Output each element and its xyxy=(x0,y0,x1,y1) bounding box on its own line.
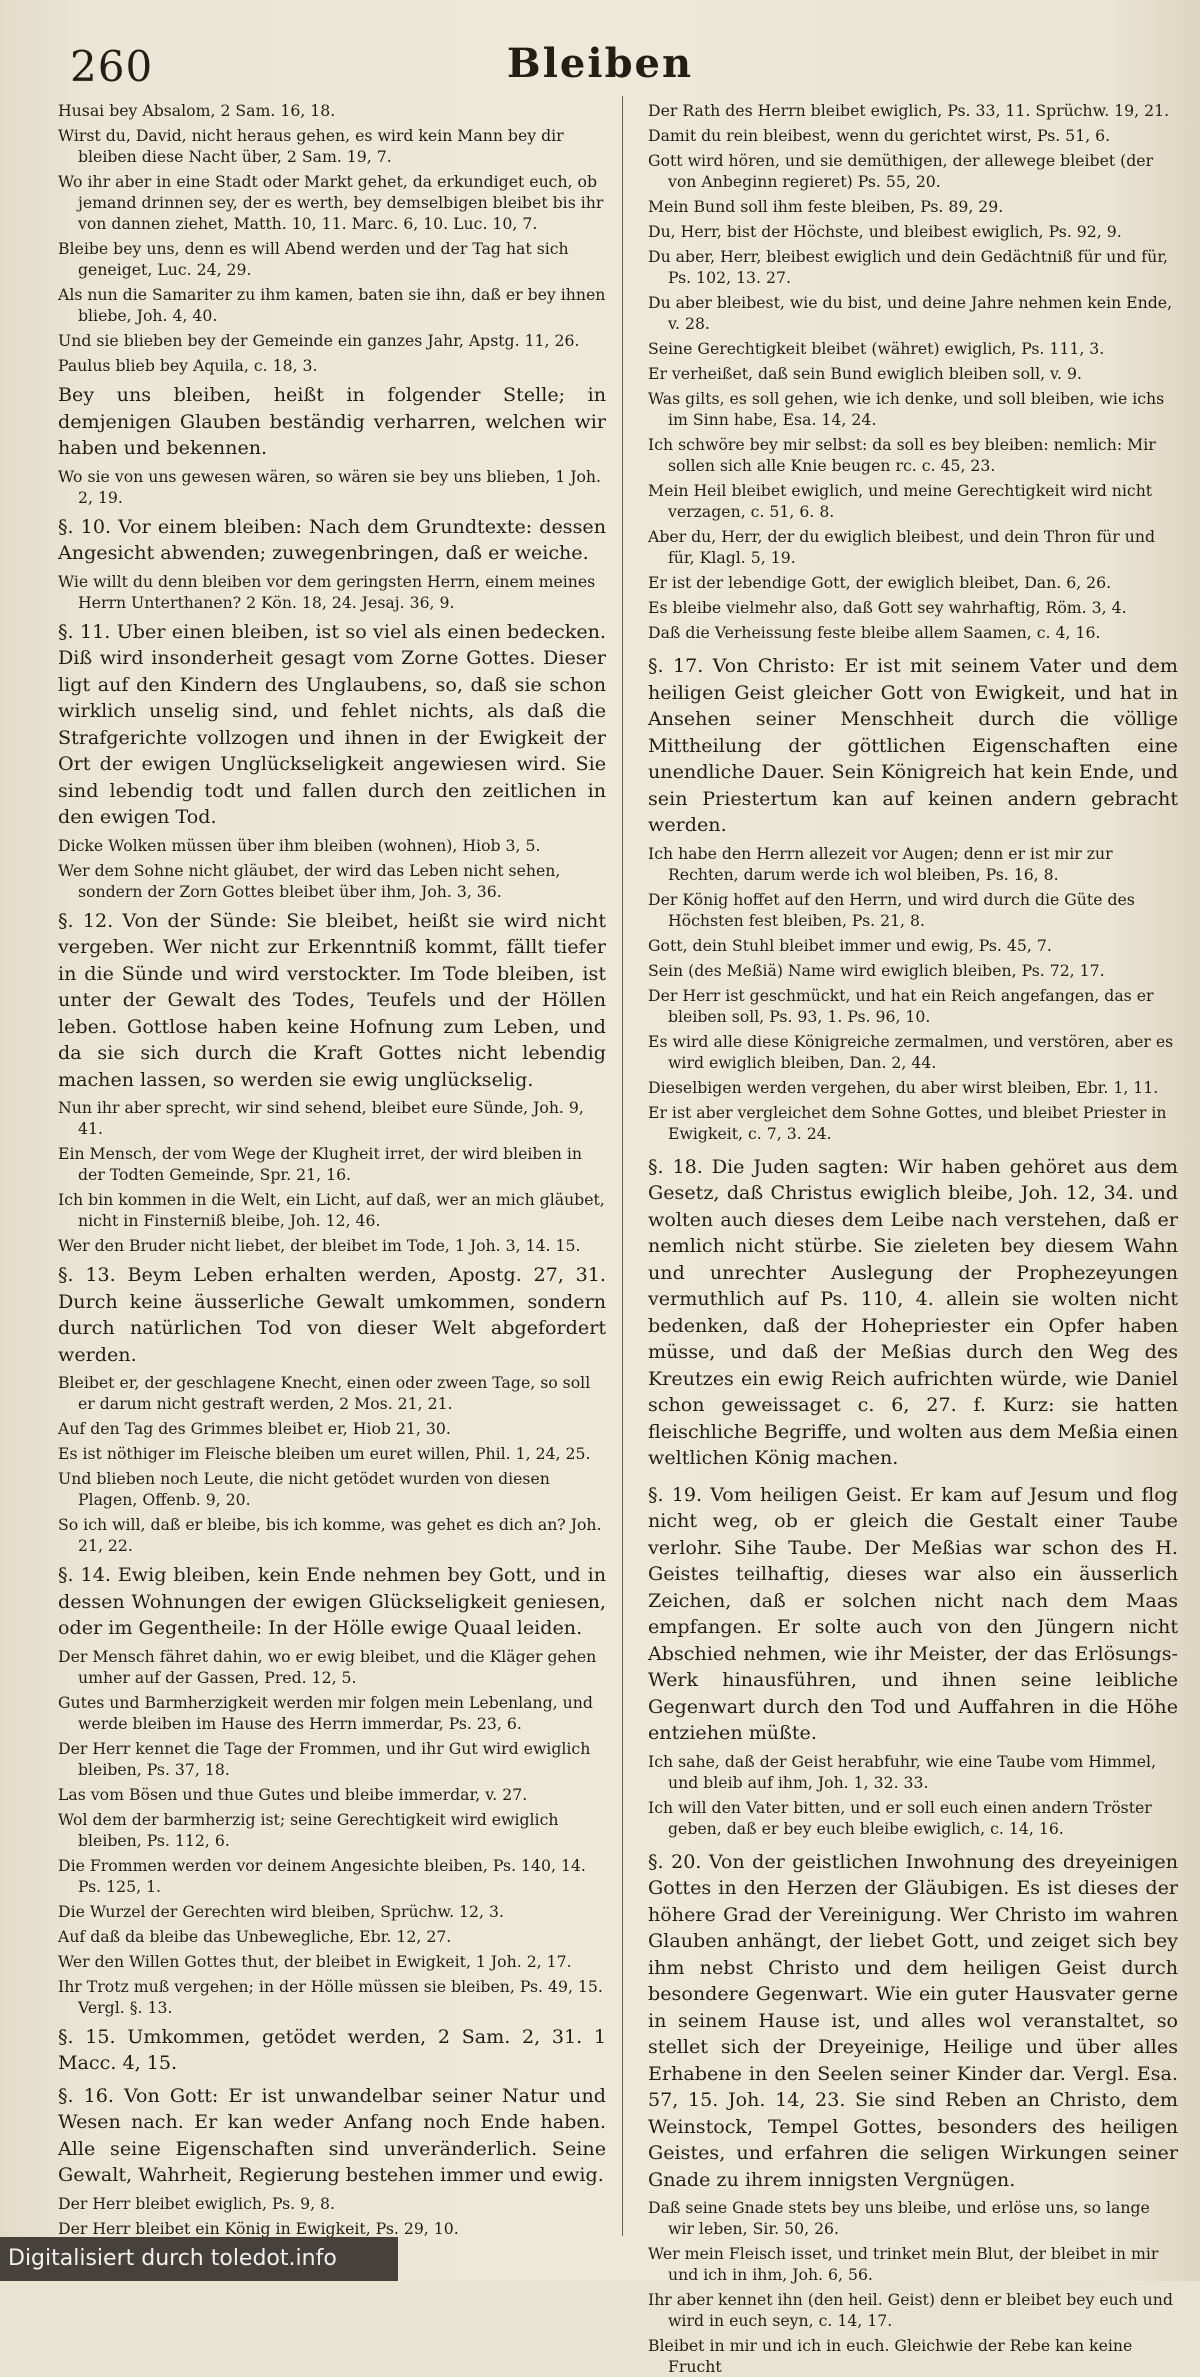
bible-citation: Du aber, Herr, bleibest ewiglich und dein Gedächtniß für und für, Ps. 102, 13. 27. xyxy=(648,247,1168,287)
bible-citation: Daß seine Gnade stets bey uns bleibe, und erlöse uns, so lange wir leben, Sir. 50, 26. xyxy=(648,2198,1150,2238)
bible-citation: Bleibet in mir und ich in euch. Gleichwie der Rebe kan keine Frucht xyxy=(648,2336,1133,2376)
bible-citation: Husai bey Absalom, 2 Sam. 16, 18. xyxy=(58,101,336,120)
right-column xyxy=(648,100,1178,2376)
bible-citation: Es wird alle diese Königreiche zermalmen, und verstören, aber es wird ewiglich bleiben, Dan. 2, 44. xyxy=(648,1031,1174,1072)
bible-citation: Du aber bleibest, wie du bist, und deine Jahre nehmen kein Ende, v. 28. xyxy=(648,293,1173,333)
section-paragraph: §. 14. Ewig bleiben, kein Ende nehmen bey Gott, und in dessen Wohnungen der ewigen Glückseligkeit geniesen, oder im Gegentheile: In der Hölle ewige Quaal leiden. xyxy=(58,1563,606,1639)
bible-citation: Damit du rein bleibest, wenn du gerichtet wirst, Ps. 51, 6. xyxy=(648,126,1111,145)
bible-citation: Wol dem der barmherzig ist; seine Gerechtigkeit wird ewiglich bleiben, Ps. 112, 6. xyxy=(58,1809,559,1850)
bible-citation: Und sie blieben bey der Gemeinde ein ganzes Jahr, Apstg. 11, 26. xyxy=(58,331,580,350)
section-paragraph: §. 20. Von der geistlichen Inwohnung des dreyeinigen Gottes in den Herzen der Gläubigen. Es ist dieses der höhere Grad der Vereinigung. Wer Christo im wahren Glauben anhängt, der liebet Gott, und zeiget sich bey ihm nebst Christo und dem heiligen Geist durch besondere Gegenwart. Wie ein guter Hausvater gerne in seinem Hause ist, und alles wol veranstaltet, so stellet sich der Dreyeinige, Heilige und über alles Erhabene in den Seelen seiner Kinder dar. Vergl. Esa. 57, 15. Joh. 14, 23. Sie sind Reben an Christo, dem Weinstock, Tempel Gottes, besonders des heiligen Geistes, und erfahren die seligen Wirkungen seiner Gnade zu ihrem innigsten Vergnügen. xyxy=(648,1849,1178,2191)
bible-citation: Und blieben noch Leute, die nicht getödet wurden von diesen Plagen, Offenb. 9, 20. xyxy=(58,1469,550,1509)
bible-citation: Auf den Tag des Grimmes bleibet er, Hiob 21, 30. xyxy=(58,1419,451,1438)
bible-citation: Paulus blieb bey Aquila, c. 18, 3. xyxy=(58,356,318,375)
bible-citation: Er ist der lebendige Gott, der ewiglich bleibet, Dan. 6, 26. xyxy=(648,573,1112,592)
bible-citation: Bleibe bey uns, denn es will Abend werden und der Tag hat sich geneiget, Luc. 24, 29. xyxy=(58,239,569,279)
section-paragraph: §. 19. Vom heiligen Geist. Er kam auf Jesum und flog nicht weg, ob er gleich die Gestalt einer Taube verlohr. Sihe Taube. Der Meßias war schon des H. Geistes teilhaftig, dieses war also ein äusserlich Zeichen, daß er solchen nicht nach dem Maas empfangen. Er solte auch von den Jüngern nicht Abschied nehmen, wie ihr Meister, der das Erlösungs-Werk hinausführen, und ihnen seine leibliche Gegenwart durch den Tod und Auffahren in die Höhe entziehen müßte. xyxy=(648,1482,1178,1744)
bible-citation: Ich bin kommen in die Welt, ein Licht, auf daß, wer an mich gläubet, nicht in Finsterniß bleibe, Joh. 12, 46. xyxy=(58,1190,605,1230)
digitization-credit: Digitalisiert durch toledot.info xyxy=(0,2237,398,2281)
bible-citation: Die Wurzel der Gerechten wird bleiben, Sprüchw. 12, 3. xyxy=(58,1901,504,1921)
page-title: Bleiben xyxy=(506,40,694,87)
column-divider xyxy=(622,96,623,2236)
section-paragraph: §. 18. Die Juden sagten: Wir haben gehöret aus dem Gesetz, daß Christus ewiglich bleibe, Joh. 12, 34. und wolten auch dieses dem Leibe nach verstehen, daß er nemlich nicht stürbe. Sie zieleten bey diesem Wahn und unrechter Auslegung der Prophezeyungen vermuthlich auf Ps. 110, 4. allein sie wolten nicht bedenken, daß der Hohepriester ein Opfer haben müsse, und daß der Meßias durch den Weg des Kreutzes ein ewig Reich aufrichten würde, wie Daniel schon geweissaget c. 6, 27. f. Kurz: sie hatten fleischliche Begriffe, und wolten aus dem Meßia einen weltlichen König machen. xyxy=(648,1154,1178,1469)
bible-citation: Ihr Trotz muß vergehen; in der Hölle müssen sie bleiben, Ps. 49, 15. Vergl. §. 13. xyxy=(58,1976,603,2017)
bible-citation: Wirst du, David, nicht heraus gehen, es wird kein Mann bey dir bleiben diese Nacht über, 2 Sam. 19, 7. xyxy=(58,126,564,166)
bible-citation: Gott wird hören, und sie demüthigen, der allewege bleibet (der von Anbeginn regieret) Ps. 55, 20. xyxy=(648,151,1154,191)
bible-citation: Mein Heil bleibet ewiglich, und meine Gerechtigkeit wird nicht verzagen, c. 51, 6. 8. xyxy=(648,481,1153,521)
bible-citation: Aber du, Herr, der du ewiglich bleibest, und dein Thron für und für, Klagl. 5, 19. xyxy=(648,527,1156,567)
bible-citation: Wo sie von uns gewesen wären, so wären sie bey uns blieben, 1 Joh. 2, 19. xyxy=(58,466,602,507)
bible-citation: Der Mensch fähret dahin, wo er ewig bleibet, und die Kläger gehen umher auf der Gassen, Pred. 12, 5. xyxy=(58,1646,597,1687)
bible-citation: Der Herr kennet die Tage der Frommen, und ihr Gut wird ewiglich bleiben, Ps. 37, 18. xyxy=(58,1738,591,1779)
bible-citation: Was gilts, es soll gehen, wie ich denke, und soll bleiben, wie ichs im Sinn habe, Esa. 14, 24. xyxy=(648,389,1165,429)
bible-citation: Las vom Bösen und thue Gutes und bleibe immerdar, v. 27. xyxy=(58,1784,528,1804)
bible-citation: Die Frommen werden vor deinem Angesichte bleiben, Ps. 140, 14. Ps. 125, 1. xyxy=(58,1855,586,1896)
section-paragraph: §. 11. Uber einen bleiben, ist so viel als einen bedecken. Diß wird insonderheit gesagt vom Zorne Gottes. Dieser ligt auf den Kindern des Unglaubens, so, daß sie schon wirklich unselig sind, und fehlet nichts, als daß die Strafgerichte vollzogen und ihnen in der Ewigkeit der Ort der ewigen Unglückseligkeit angewiesen wird. Sie sind lebendig todt und fallen durch den zeitlichen in den ewigen Tod. xyxy=(58,619,606,828)
bible-citation: Mein Bund soll ihm feste bleiben, Ps. 89, 29. xyxy=(648,197,1004,216)
section-paragraph: §. 17. Von Christo: Er ist mit seinem Vater und dem heiligen Geist gleicher Gott von Ewigkeit, und hat in Ansehen seiner Menschheit durch die völlige Mittheilung der göttlichen Eigenschaften eine unendliche Dauer. Sein Königreich hat kein Ende, und sein Priestertum kan auf keinen andern gebracht werden. xyxy=(648,654,1178,836)
section-paragraph: Bey uns bleiben, heißt in folgender Stelle; in demjenigen Glauben beständig verharren, welchen wir haben und bekennen. xyxy=(58,383,606,459)
bible-citation: Als nun die Samariter zu ihm kamen, baten sie ihn, daß er bey ihnen bliebe, Joh. 4, 40. xyxy=(58,285,606,325)
bible-citation: Auf daß da bleibe das Unbewegliche, Ebr. 12, 27. xyxy=(58,1926,452,1946)
bible-citation: Wie willt du denn bleiben vor dem geringsten Herrn, einem meines Herrn Unterthanen? 2 Kön. 18, 24. Jesaj. 36, 9. xyxy=(58,571,596,612)
bible-citation: Ich will den Vater bitten, und er soll euch einen andern Tröster geben, daß er bey euch bleibe ewiglich, c. 14, 16. xyxy=(648,1797,1152,1838)
bible-citation: Gott, dein Stuhl bleibet immer und ewig, Ps. 45, 7. xyxy=(648,935,1052,955)
bible-citation: Seine Gerechtigkeit bleibet (währet) ewiglich, Ps. 111, 3. xyxy=(648,339,1105,358)
bible-citation: Wer mein Fleisch isset, und trinket mein Blut, der bleibet in mir und ich in ihm, Joh. 6, 56. xyxy=(648,2244,1159,2284)
section-paragraph: §. 16. Von Gott: Er ist unwandelbar seiner Natur und Wesen nach. Er kan weder Anfang noch Ende haben. Alle seine Eigenschaften sind unveränderlich. Seine Gewalt, Wahrheit, Regierung bestehen immer und ewig. xyxy=(58,2083,606,2186)
bible-citation: Du, Herr, bist der Höchste, und bleibest ewiglich, Ps. 92, 9. xyxy=(648,222,1122,241)
bible-citation: Es ist nöthiger im Fleische bleiben um euret willen, Phil. 1, 24, 25. xyxy=(58,1444,591,1463)
section-paragraph: §. 13. Beym Leben erhalten werden, Apostg. 27, 31. Durch keine äusserliche Gewalt umkommen, sondern durch natürlichen Tod von dieser Welt abgefordert werden. xyxy=(58,1263,606,1366)
bible-citation: So ich will, daß er bleibe, bis ich komme, was gehet es dich an? Joh. 21, 22. xyxy=(58,1515,602,1555)
left-column xyxy=(58,100,606,2238)
bible-citation: Sein (des Meßiä) Name wird ewiglich bleiben, Ps. 72, 17. xyxy=(648,960,1105,980)
bible-citation: Der König hoffet auf den Herrn, und wird durch die Güte des Höchsten fest bleiben, Ps. 21, 8. xyxy=(648,889,1135,930)
bible-citation: Der Herr bleibet ein König in Ewigkeit, Ps. 29, 10. xyxy=(58,2218,459,2238)
bible-citation: Dicke Wolken müssen über ihm bleiben (wohnen), Hiob 3, 5. xyxy=(58,835,541,855)
bible-citation: Der Rath des Herrn bleibet ewiglich, Ps. 33, 11. Sprüchw. 19, 21. xyxy=(648,101,1170,120)
section-paragraph: §. 15. Umkommen, getödet werden, 2 Sam. 2, 31. 1 Macc. 4, 15. xyxy=(58,2024,606,2074)
bible-citation: Dieselbigen werden vergehen, du aber wirst bleiben, Ebr. 1, 11. xyxy=(648,1077,1159,1097)
section-paragraph: §. 10. Vor einem bleiben: Nach dem Grundtexte: dessen Angesicht abwenden; zuwegenbringen, daß er weiche. xyxy=(58,514,606,564)
page-header xyxy=(0,36,1200,96)
bible-citation: Wer den Willen Gottes thut, der bleibet in Ewigkeit, 1 Joh. 2, 17. xyxy=(58,1951,572,1971)
bible-citation: Bleibet er, der geschlagene Knecht, einen oder zween Tage, so soll er darum nicht gestraft werden, 2 Mos. 21, 21. xyxy=(58,1373,591,1413)
bible-citation: Es bleibe vielmehr also, daß Gott sey wahrhaftig, Röm. 3, 4. xyxy=(648,598,1127,617)
bible-citation: Der Herr bleibet ewiglich, Ps. 9, 8. xyxy=(58,2193,336,2213)
bible-citation: Ihr aber kennet ihn (den heil. Geist) denn er bleibet bey euch und wird in euch seyn, c. 14, 17. xyxy=(648,2290,1173,2330)
bible-citation: Wo ihr aber in eine Stadt oder Markt gehet, da erkundiget euch, ob jemand drinnen sey, der es werth, bey demselbigen bleibet bis ihr von dannen ziehet, Matth. 10, 11. Marc. 6, 10. Luc. 10, 7. xyxy=(58,172,604,233)
bible-citation: Ich habe den Herrn allezeit vor Augen; denn er ist mir zur Rechten, darum werde ich wol bleiben, Ps. 16, 8. xyxy=(648,843,1113,884)
bible-citation: Der Herr ist geschmückt, und hat ein Reich angefangen, das er bleiben soll, Ps. 93, 1. Ps. 96, 10. xyxy=(648,985,1154,1026)
bible-citation: Daß die Verheissung feste bleibe allem Saamen, c. 4, 16. xyxy=(648,623,1101,642)
bible-citation: Gutes und Barmherzigkeit werden mir folgen mein Lebenlang, und werde bleiben im Hause des Herrn immerdar, Ps. 23, 6. xyxy=(58,1692,593,1733)
bible-citation: Wer den Bruder nicht liebet, der bleibet im Tode, 1 Joh. 3, 14. 15. xyxy=(58,1236,581,1255)
section-paragraph: §. 12. Von der Sünde: Sie bleibet, heißt sie wird nicht vergeben. Wer nicht zur Erkenntniß kommt, fällt tiefer in die Sünde und wird verstockter. Im Tode bleiben, ist unter der Gewalt des Todes, Teufels und der Höllen leben. Gottlose haben keine Hofnung zum Leben, und da sie sich durch die Kraft Gottes nicht lebendig machen lassen, so werden sie ewig unglückselig. xyxy=(58,908,606,1091)
page-number: 260 xyxy=(70,42,154,91)
bible-citation: Er verheißet, daß sein Bund ewiglich bleiben soll, v. 9. xyxy=(648,364,1082,383)
bible-citation: Nun ihr aber sprecht, wir sind sehend, bleibet eure Sünde, Joh. 9, 41. xyxy=(58,1098,584,1138)
bible-citation: Ein Mensch, der vom Wege der Klugheit irret, der wird bleiben in der Todten Gemeinde, Spr. 21, 16. xyxy=(58,1144,582,1184)
bible-citation: Wer dem Sohne nicht gläubet, der wird das Leben nicht sehen, sondern der Zorn Gottes bleibet über ihm, Joh. 3, 36. xyxy=(58,860,561,901)
bible-citation: Ich sahe, daß der Geist herabfuhr, wie eine Taube vom Himmel, und bleib auf ihm, Joh. 1, 32. 33. xyxy=(648,1751,1157,1792)
bible-citation: Ich schwöre bey mir selbst: da soll es bey bleiben: nemlich: Mir sollen sich alle Knie beugen rc. c. 45, 23. xyxy=(648,435,1156,475)
bible-citation: Er ist aber vergleichet dem Sohne Gottes, und bleibet Priester in Ewigkeit, c. 7, 3. 24. xyxy=(648,1102,1167,1143)
